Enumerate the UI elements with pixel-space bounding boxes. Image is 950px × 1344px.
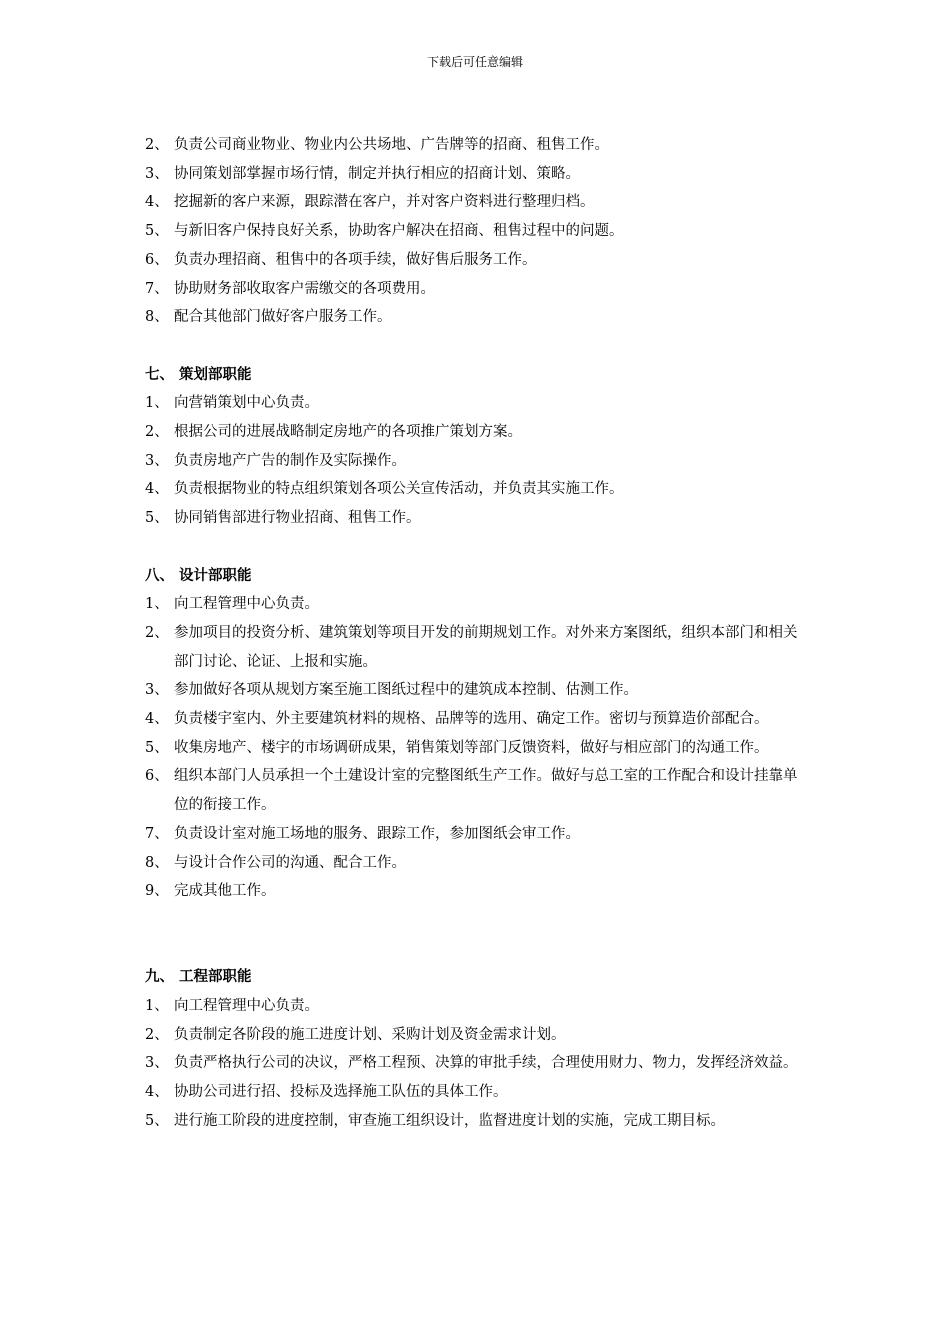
list-item <box>145 275 810 304</box>
item-number: 2、 <box>145 424 169 441</box>
item-number: 2、 <box>145 137 169 153</box>
list-item <box>145 246 810 275</box>
item-number: 4、 <box>145 1084 169 1101</box>
item-number: 5、 <box>145 1112 169 1129</box>
item-number: 2、 <box>145 624 169 641</box>
item-number: 4、 <box>145 481 169 498</box>
item-number: 1、 <box>145 395 169 412</box>
section-spacer <box>145 332 810 361</box>
item-number: 9、 <box>145 883 169 900</box>
list-item <box>145 303 810 332</box>
list-item <box>145 418 810 447</box>
intro-list <box>145 131 810 332</box>
item-number: 2、 <box>145 1026 169 1043</box>
item-text: 负责设计室对施工场地的服务、跟踪工作，参加图纸会审工作。 <box>174 825 580 842</box>
item-text: 与设计合作公司的沟通、配合工作。 <box>174 854 406 871</box>
item-number: 1、 <box>145 596 169 613</box>
item-number: 3、 <box>145 452 169 469</box>
item-text: 参加项目的投资分析、建筑策划等项目开发的前期规划工作。对外来方案图纸，组织本部门和相关部门讨论、论证、上报和实施。 <box>174 624 798 670</box>
item-number: 6、 <box>145 768 169 785</box>
list-item <box>145 160 810 189</box>
item-number: 4、 <box>145 711 169 728</box>
item-text: 向工程管理中心负责。 <box>174 596 319 613</box>
list-item <box>145 188 810 217</box>
item-text: 完成其他工作。 <box>174 883 276 900</box>
item-text: 向营销策划中心负责。 <box>174 395 319 412</box>
item-number: 8、 <box>145 854 169 871</box>
item-text: 收集房地产、楼宇的市场调研成果，销售策划等部门反馈资料，做好与相应部门的沟通工作。 <box>174 739 769 756</box>
item-number: 5、 <box>145 223 169 240</box>
document-body <box>145 131 810 1136</box>
item-number: 5、 <box>145 739 169 756</box>
item-text: 负责公司商业物业、物业内公共场地、广告牌等的招商、租售工作。 <box>174 137 609 153</box>
item-text: 向工程管理中心负责。 <box>174 998 319 1015</box>
section-spacer <box>145 533 810 562</box>
section-heading: 七、 策划部职能 <box>145 365 252 383</box>
list-item <box>145 820 810 849</box>
item-text: 负责严格执行公司的决议，严格工程预、决算的审批手续，合理使用财力、物力，发挥经济效益。 <box>174 1055 798 1072</box>
section-heading: 九、 工程部职能 <box>145 968 252 986</box>
section-engineering <box>145 963 810 1135</box>
section-planning <box>145 361 810 533</box>
list-item <box>145 619 810 676</box>
list-item <box>145 762 810 819</box>
list-item <box>145 217 810 246</box>
item-text: 与新旧客户保持良好关系，协助客户解决在招商、租售过程中的问题。 <box>174 223 624 240</box>
item-number: 6、 <box>145 251 169 268</box>
item-text: 协助公司进行招、投标及选择施工队伍的具体工作。 <box>174 1084 508 1101</box>
item-text: 挖掘新的客户来源，跟踪潜在客户，并对客户资料进行整理归档。 <box>174 194 595 211</box>
list-item <box>145 676 810 705</box>
item-text: 负责房地产广告的制作及实际操作。 <box>174 452 406 469</box>
item-number: 3、 <box>145 682 169 699</box>
list-item <box>145 447 810 476</box>
list-item <box>145 992 810 1021</box>
item-number: 7、 <box>145 280 169 297</box>
item-number: 8、 <box>145 309 169 326</box>
item-text: 协助财务部收取客户需缴交的各项费用。 <box>174 280 435 297</box>
item-text: 参加做好各项从规划方案至施工图纸过程中的建筑成本控制、估测工作。 <box>174 682 638 699</box>
item-number: 7、 <box>145 825 169 842</box>
item-text: 协同策划部掌握市场行情，制定并执行相应的招商计划、策略。 <box>174 165 580 182</box>
list-item <box>145 1021 810 1050</box>
item-number: 5、 <box>145 510 169 527</box>
item-number: 1、 <box>145 998 169 1015</box>
item-text: 协同销售部进行物业招商、租售工作。 <box>174 510 421 527</box>
item-text: 组织本部门人员承担一个土建设计室的完整图纸生产工作。做好与总工室的工作配合和设计挂靠单位的衔接工作。 <box>174 768 798 814</box>
list-item <box>145 849 810 878</box>
item-text: 负责根据物业的特点组织策划各项公关宣传活动，并负责其实施工作。 <box>174 481 624 498</box>
list-item <box>145 131 810 160</box>
list-item <box>145 590 810 619</box>
section-heading: 八、 设计部职能 <box>145 566 252 584</box>
list-item <box>145 389 810 418</box>
list-item <box>145 705 810 734</box>
item-text: 负责楼宇室内、外主要建筑材料的规格、品牌等的选用、确定工作。密切与预算造价部配合。 <box>174 711 769 728</box>
list-item <box>145 475 810 504</box>
page-header: 下载后可任意编辑 <box>426 55 523 69</box>
item-text: 负责办理招商、租售中的各项手续，做好售后服务工作。 <box>174 251 537 268</box>
section-spacer <box>145 906 810 963</box>
list-item <box>145 1107 810 1136</box>
item-text: 进行施工阶段的进度控制，审查施工组织设计，监督进度计划的实施，完成工期目标。 <box>174 1112 725 1129</box>
item-number: 4、 <box>145 194 169 211</box>
item-text: 负责制定各阶段的施工进度计划、采购计划及资金需求计划。 <box>174 1026 566 1043</box>
item-text: 配合其他部门做好客户服务工作。 <box>174 309 392 326</box>
list-item <box>145 1049 810 1078</box>
list-item <box>145 877 810 906</box>
list-item <box>145 1078 810 1107</box>
list-item <box>145 504 810 533</box>
item-number: 3、 <box>145 1055 169 1072</box>
list-item <box>145 734 810 763</box>
item-number: 3、 <box>145 165 169 182</box>
item-text: 根据公司的进展战略制定房地产的各项推广策划方案。 <box>174 424 522 441</box>
section-design <box>145 562 810 906</box>
